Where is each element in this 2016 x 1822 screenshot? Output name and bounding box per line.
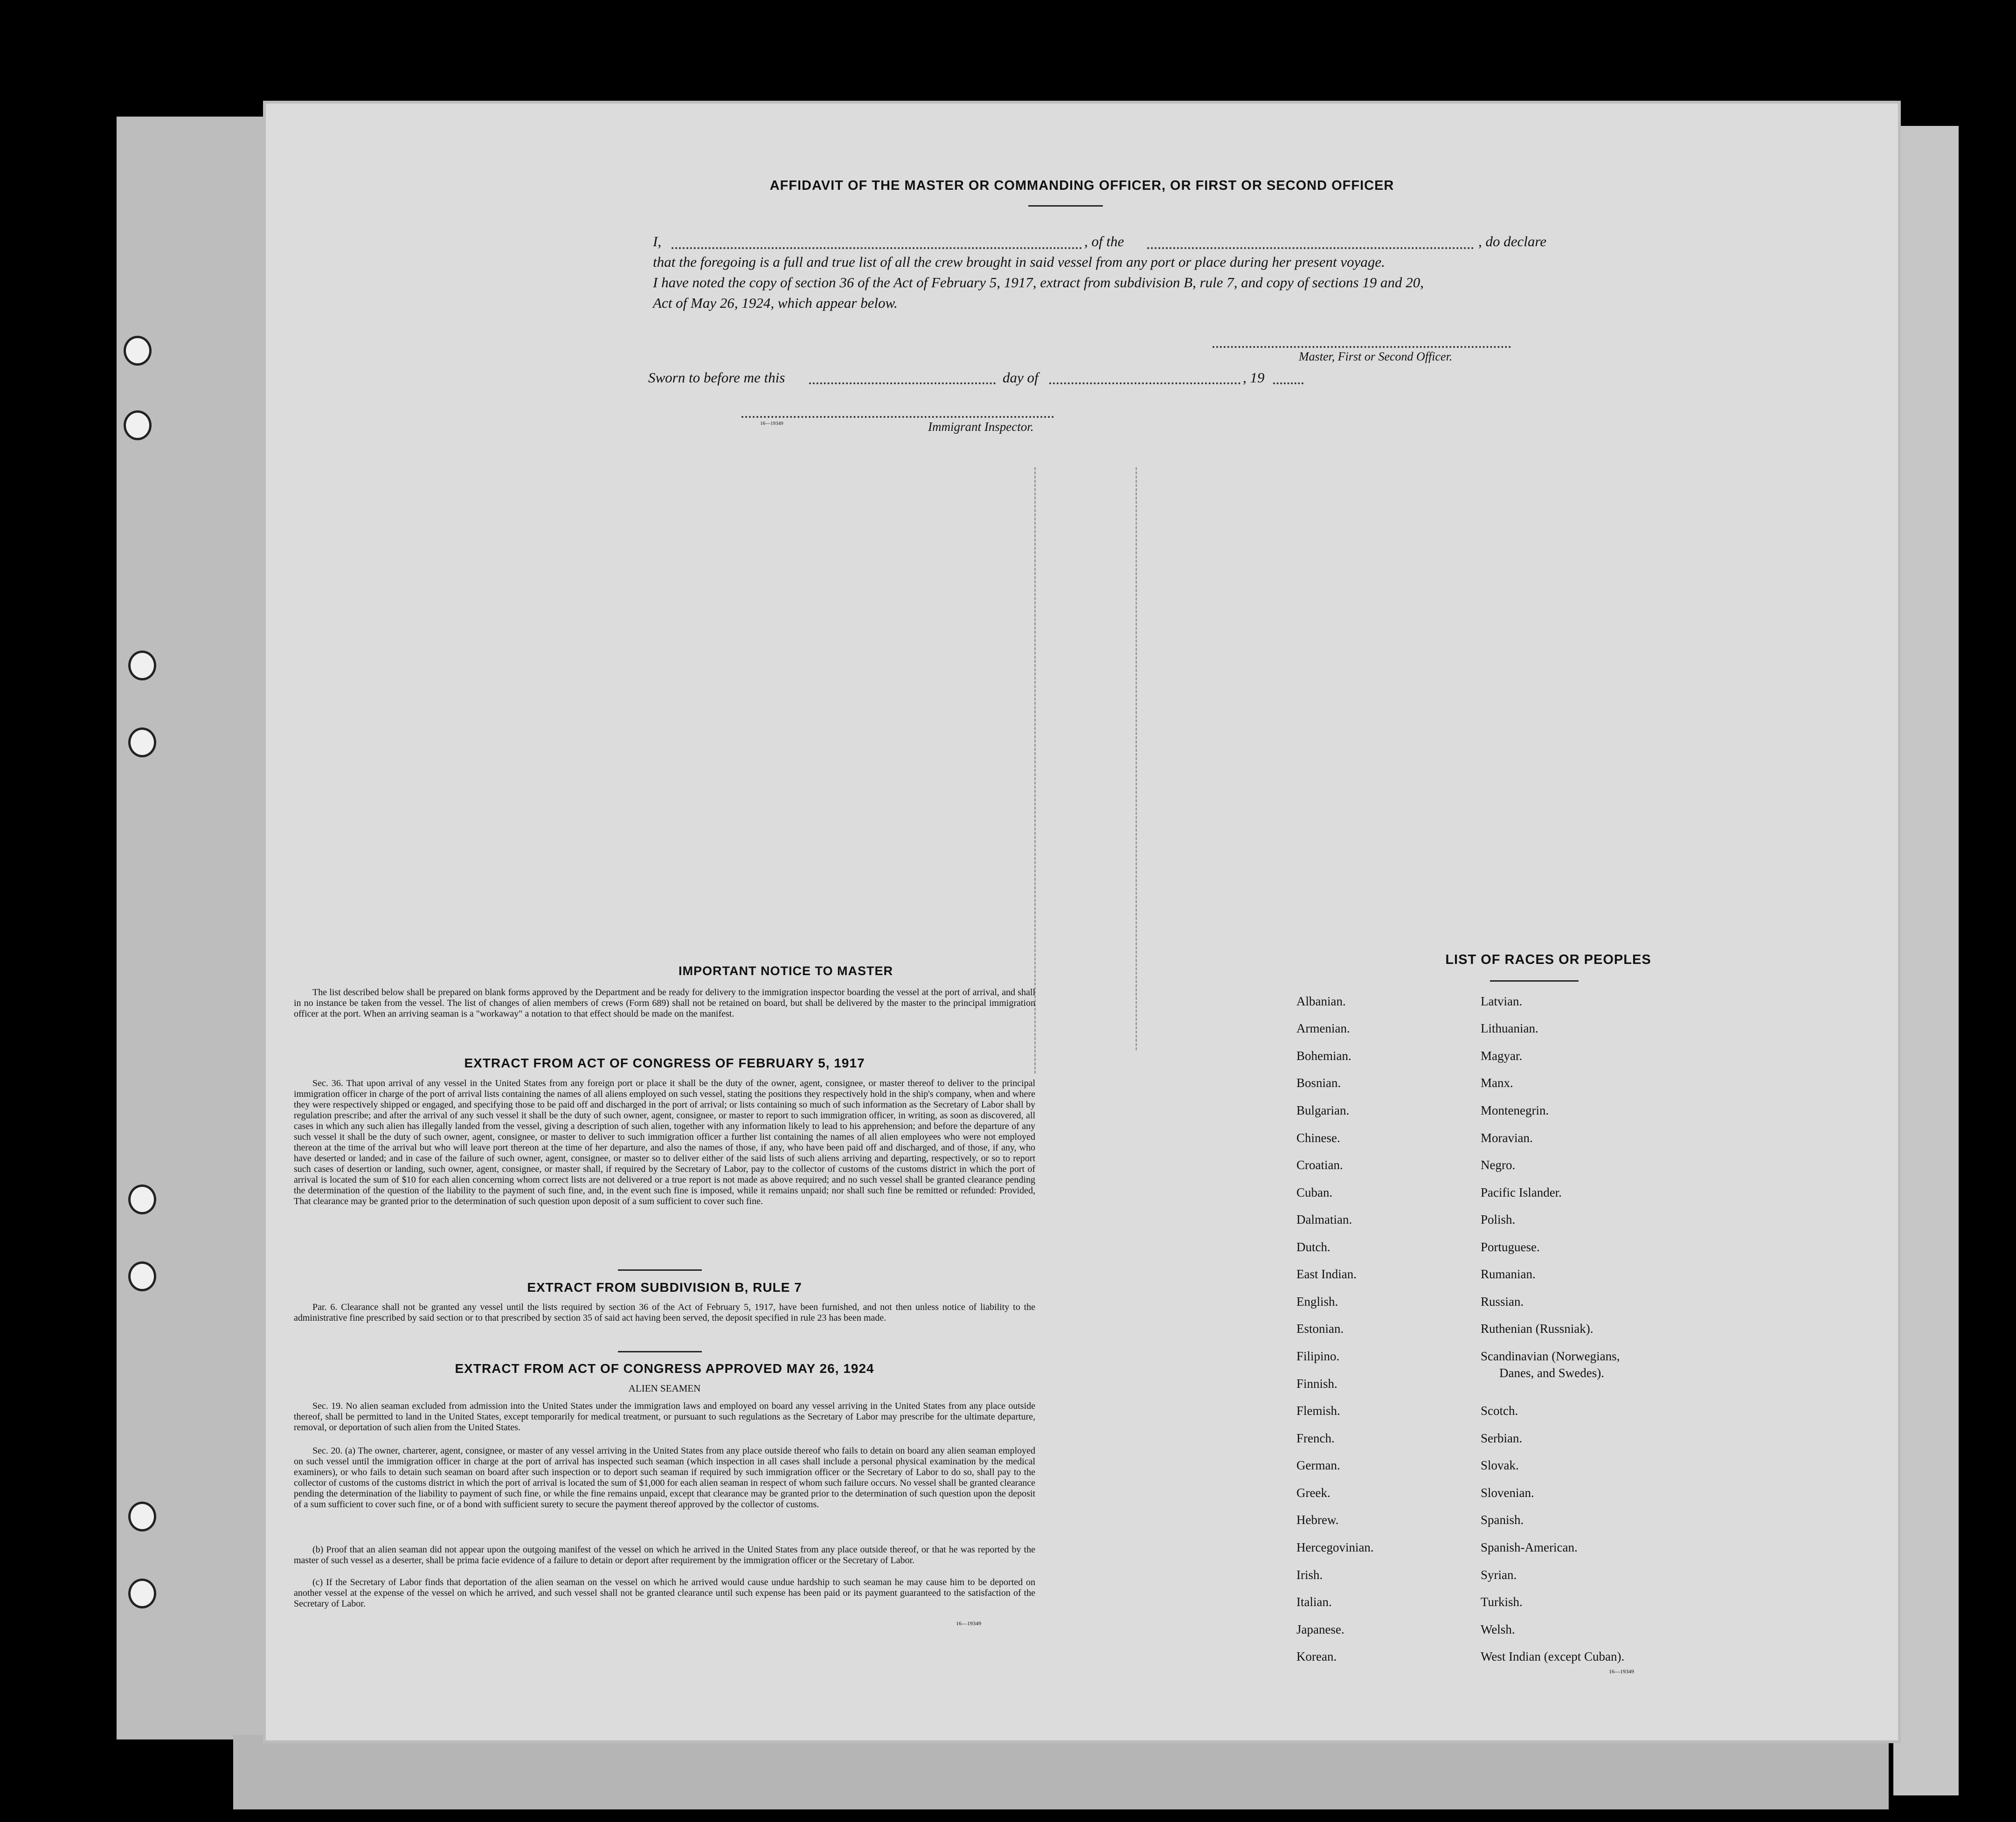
race-item: Estonian. <box>1296 1322 1344 1336</box>
race-item: Manx. <box>1481 1076 1513 1090</box>
alien-seamen-subtitle: ALIEN SEAMEN <box>628 1383 701 1394</box>
binder-hole <box>128 1502 156 1531</box>
race-item: Hebrew. <box>1296 1513 1339 1527</box>
sworn-line <box>648 369 1441 388</box>
race-item: Filipino. <box>1296 1349 1340 1363</box>
binder-hole <box>124 410 152 440</box>
rule7-title: EXTRACT FROM SUBDIVISION B, RULE 7 <box>527 1280 802 1295</box>
form-number-top: 16—19349 <box>760 421 783 426</box>
race-item: Spanish-American. <box>1481 1540 1578 1554</box>
rule7-body: Par. 6. Clearance shall not be granted any vessel until the lists required by section 36 of the Act of February 5, 1917, have been furnished, and not then unless notice of liability to the administrative fine prescribed by said section or to that prescribed by section 35 of said act having been served, the deposit specified in rule 23 has been made. <box>294 1302 1035 1323</box>
race-item: Syrian. <box>1481 1568 1517 1582</box>
form-number-bottom-left: 16—19349 <box>956 1620 981 1627</box>
affidavit-line-4: Act of May 26, 1924, which appear below. <box>653 295 898 311</box>
race-item: Negro. <box>1481 1158 1516 1172</box>
sworn-day-of: day of <box>1003 369 1039 386</box>
race-item: Spanish. <box>1481 1513 1524 1527</box>
race-item: Greek. <box>1296 1486 1330 1500</box>
master-signature-label: Master, First or Second Officer. <box>1299 350 1453 363</box>
race-item: Scandinavian (Norwegians, <box>1481 1349 1620 1363</box>
affidavit-of-the: , of the <box>1084 233 1124 249</box>
binder-hole <box>128 727 156 757</box>
inspector-signature-line[interactable] <box>741 416 1054 418</box>
race-item: Bulgarian. <box>1296 1103 1350 1117</box>
binder-hole <box>128 1261 156 1291</box>
back-page-right <box>1893 126 1959 1795</box>
affidavit-line-3: I have noted the copy of section 36 of the Act of February 5, 1917, extract from subdivision B, rule 7, and copy of sections 19 and 20, <box>653 274 1424 291</box>
fold-line <box>1034 467 1036 1074</box>
race-item: Chinese. <box>1296 1131 1340 1145</box>
sworn-text: Sworn to before me this <box>648 369 785 386</box>
extract-1917-title: EXTRACT FROM ACT OF CONGRESS OF FEBRUARY 5, 1917 <box>464 1056 865 1070</box>
sworn-year: , 19 <box>1243 369 1265 386</box>
title-underline <box>1028 205 1103 207</box>
race-item: Finnish. <box>1296 1377 1337 1391</box>
race-item: Bosnian. <box>1296 1076 1341 1090</box>
race-item: Albanian. <box>1296 994 1346 1008</box>
sworn-day-field[interactable] <box>809 382 996 384</box>
race-item: Pacific Islander. <box>1481 1185 1562 1199</box>
race-item: Hercegovinian. <box>1296 1540 1374 1554</box>
vessel-field[interactable] <box>1147 247 1474 249</box>
notice-title: IMPORTANT NOTICE TO MASTER <box>679 964 893 978</box>
race-item: Dutch. <box>1296 1240 1330 1254</box>
divider <box>618 1269 702 1271</box>
sec19-body: Sec. 19. No alien seaman excluded from admission into the United States under the immigration laws and employed on board any vessel arriving in the United States from any place outside thereof, shall be permitted to land in the United States, except temporarily for medical treatment, or pursuant to such regulations as the Secretary of Labor may prescribe for the ultimate departure, removal, or deportation of such alien from the United States. <box>294 1401 1035 1433</box>
extract-1924-title: EXTRACT FROM ACT OF CONGRESS APPROVED MAY 26, 1924 <box>455 1361 874 1376</box>
race-item: Korean. <box>1296 1649 1337 1663</box>
race-item: Scotch. <box>1481 1404 1518 1418</box>
races-underline <box>1490 980 1579 982</box>
extract-1917-body: Sec. 36. That upon arrival of any vessel in the United States from any foreign port or place it shall be the duty of the owner, agent, consignee, or master thereof to deliver to the principal immigration officer in charge of the port of arrival lists containing the names of all aliens employed on such vessel, stating the positions they respectively hold in the ship's company, when and where they were respectively shipped or engaged, and specifying those to be paid off and discharged in the port of arrival; or lists containing so much of such information as the Secretary of Labor shall by regulation prescribe; and after the arrival of any such vessel it shall be the duty of such owner, agent, consignee, or master to report to such immigration officer, in writing, as soon as discovered, all cases in which any such alien has illegally landed from the vessel, giving a description of such alien, together with any information likely to lead to his apprehension; and before the departure of any such vessel it shall be the duty of such owner, agent, consignee, or master to deliver to such immigration officer a further list containing the names of all alien employees who were not employed thereon at the time of the arrival but who will leave port thereon at the time of her departure, and also the names of those, if any, who have been paid off and discharged, and of those, if any, who have deserted or landed; and in case of the failure of such owner, agent, consignee, or master so to deliver either of the said lists of such aliens arriving and departing, respectively, or so to report such cases of desertion or landing, such owner, agent, consignee, or master shall, if required by the Secretary of Labor, pay to the collector of customs of the customs district in which the port of arrival is located the sum of $10 for each alien concerning whom correct lists are not delivered or a true report is not made as above required; and no such vessel shall be granted clearance pending the determination of the question of the liability to the payment of such fine, and, in the event such fine is imposed, while it remains unpaid; nor shall such fine be remitted or refunded: Provided, That clearance may be granted prior to the determination of such question upon deposit of a sum sufficient to cover such fine. <box>294 1078 1035 1206</box>
race-item: Armenian. <box>1296 1021 1350 1035</box>
divider <box>618 1351 702 1352</box>
affidavit-line-2: that the foregoing is a full and true list of all the crew brought in said vessel from any port or place during her present voyage. <box>653 254 1385 270</box>
race-item: French. <box>1296 1431 1335 1445</box>
binder-hole <box>128 1579 156 1608</box>
race-item: English. <box>1296 1295 1338 1309</box>
race-item: Ruthenian (Russniak). <box>1481 1322 1593 1336</box>
race-item: Dalmatian. <box>1296 1212 1352 1226</box>
race-item: Slovenian. <box>1481 1486 1534 1500</box>
sec20a-body: Sec. 20. (a) The owner, charterer, agent, consignee, or master of any vessel arriving in the United States from any place outside thereof who fails to detain on board any alien seaman employed on such vessel until the immigration officer in charge at the port of arrival has inspected such seaman (which inspection in all cases shall include a personal physical examination by the medical examiners), or who fails to detain such seaman on board after such inspection or to deport such seaman if required by such immigration officer or the Secretary of Labor to do so, shall pay to the collector of customs of the customs district in which the port of arrival is located the sum of $1,000 for each alien seaman in respect of whom such failure occurs. No vessel shall be granted clearance pending the determination of the liability to payment of such fine, or while the fine remains unpaid, except that clearance may be granted prior to the determination of such question upon the deposit of a sum sufficient to cover such fine, or of a bond with sufficient surety to secure the payment thereof approved by the collector of customs. <box>294 1446 1035 1510</box>
race-item: Irish. <box>1296 1568 1323 1582</box>
race-item: Bohemian. <box>1296 1049 1351 1063</box>
notice-body: The list described below shall be prepared on blank forms approved by the Department and be ready for delivery to the immigration inspector boarding the vessel at the port of arrival, and shall in no instance be taken from the vessel. The list of changes of alien members of crews (Form 689) shall not be retained on board, but shall be delivered by the master to the principal immigration officer at the port. When an arriving seaman is a "workaway" a notation to that effect should be made on the manifest. <box>294 987 1035 1019</box>
race-item: Croatian. <box>1296 1158 1343 1172</box>
affidavit-do-declare: , do declare <box>1478 233 1547 249</box>
race-item: Welsh. <box>1481 1622 1515 1636</box>
race-item: Turkish. <box>1481 1595 1523 1609</box>
inspector-label: Immigrant Inspector. <box>928 420 1034 434</box>
sworn-month-field[interactable] <box>1049 382 1240 384</box>
binder-hole <box>128 1185 156 1214</box>
race-item: Portuguese. <box>1481 1240 1540 1254</box>
race-item: Latvian. <box>1481 994 1523 1008</box>
name-field[interactable] <box>672 247 1082 249</box>
form-number-races: 16—19349 <box>1609 1668 1634 1675</box>
race-item: East Indian. <box>1296 1267 1357 1281</box>
sworn-year-field[interactable] <box>1273 382 1303 384</box>
race-item: Moravian. <box>1481 1131 1533 1145</box>
race-item: Cuban. <box>1296 1185 1333 1199</box>
binder-hole <box>124 336 152 366</box>
race-item: Flemish. <box>1296 1404 1340 1418</box>
race-item: Polish. <box>1481 1212 1516 1226</box>
affidavit-line-1 <box>653 233 1795 250</box>
race-item: German. <box>1296 1458 1340 1472</box>
race-item: Russian. <box>1481 1295 1524 1309</box>
race-item: Slovak. <box>1481 1458 1519 1472</box>
race-item: Rumanian. <box>1481 1267 1536 1281</box>
race-item: Lithuanian. <box>1481 1021 1538 1035</box>
race-item: West Indian (except Cuban). <box>1481 1649 1625 1663</box>
race-item: Danes, and Swedes). <box>1499 1366 1604 1380</box>
race-item: Magyar. <box>1481 1049 1523 1063</box>
sec20c-body: (c) If the Secretary of Labor finds that deportation of the alien seaman on the vessel on which he arrived would cause undue hardship to such seaman he may cause him to be deported on another vessel at the expense of the vessel on which he arrived, and such vessel shall not be granted clearance until such expense has been paid or its payment guaranteed to the satisfaction of the Secretary of Labor. <box>294 1577 1035 1609</box>
affidavit-title: AFFIDAVIT OF THE MASTER OR COMMANDING OFFICER, OR FIRST OR SECOND OFFICER <box>769 178 1394 193</box>
race-item: Serbian. <box>1481 1431 1523 1445</box>
sec20b-body: (b) Proof that an alien seaman did not appear upon the outgoing manifest of the vessel on which he arrived in the United States from any place outside thereof, or that he was reported by the master of such vessel as a deserter, shall be prima facie evidence of a failure to detain or deport after requirement by the immigration officer or the Secretary of Labor. <box>294 1545 1035 1566</box>
back-page-bottom <box>233 1735 1889 1809</box>
affidavit-i: I, <box>653 233 662 249</box>
race-item: Japanese. <box>1296 1622 1344 1636</box>
binder-hole <box>128 651 156 680</box>
race-item: Montenegrin. <box>1481 1103 1549 1117</box>
master-signature-line[interactable] <box>1212 346 1511 348</box>
document-page <box>266 104 1898 1740</box>
races-title: LIST OF RACES OR PEOPLES <box>1445 952 1651 967</box>
fold-line <box>1136 467 1137 1050</box>
race-item: Italian. <box>1296 1595 1332 1609</box>
